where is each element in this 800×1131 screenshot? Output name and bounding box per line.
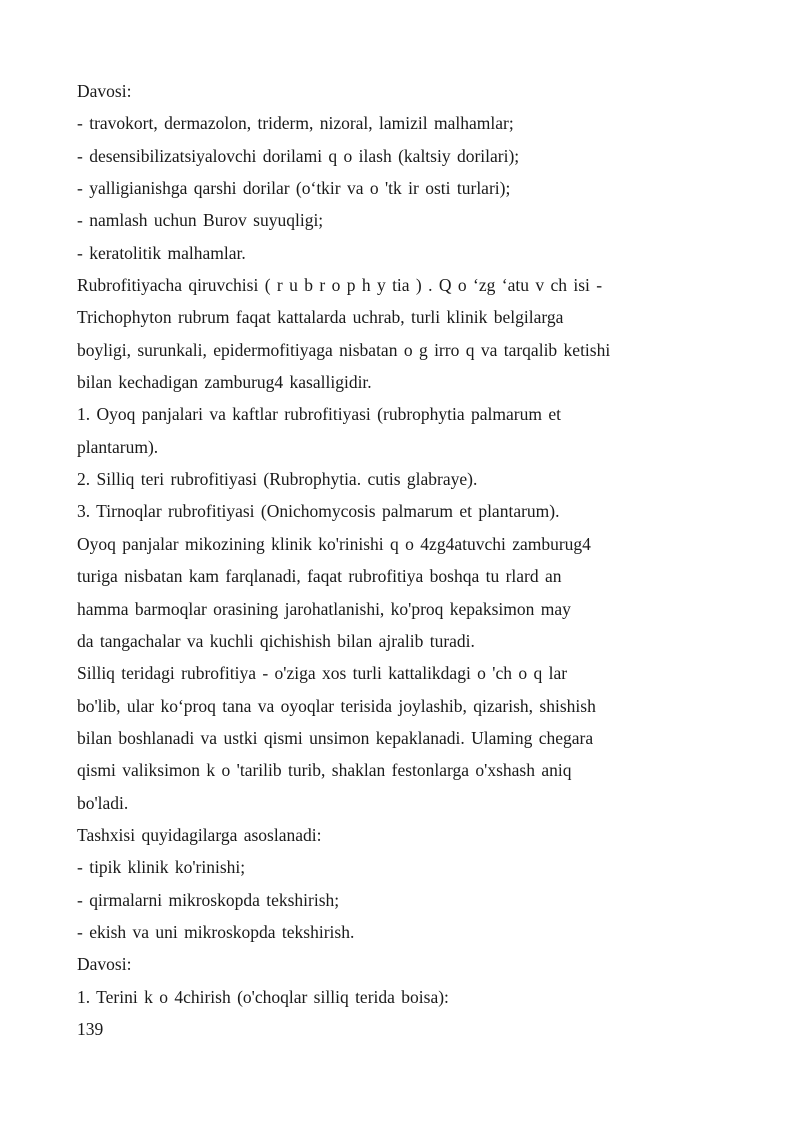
numbered-item: 2. Silliq teri rubrofitiyasi (Rubrophytia. cutis glabraye). [77,469,478,490]
heading-tashxisi: Tashxisi quyidagilarga asoslanadi: [77,824,322,845]
list-item: - ekish va uni mikroskopda tekshirish. [77,921,355,942]
numbered-item: plantarum). [77,436,159,457]
paragraph-line: qismi valiksimon k o 'tarilib turib, shaklan festonlarga o'xshash aniq [77,760,572,781]
paragraph-line: bo'lib, ular ko‘proq tana va oyoqlar terisida joylashib, qizarish, shishish [77,695,596,716]
numbered-item: 1. Terini k o 4chirish (o'choqlar silliq terida boisa): [77,986,449,1007]
paragraph-line: hamma barmoqlar orasining jarohatlanishi, ko'proq kepaksimon may [77,598,571,619]
page-text [77,75,657,1045]
list-item: - tipik klinik ko'rinishi; [77,857,246,878]
list-item: - qirmalarni mikroskopda tekshirish; [77,889,340,910]
list-item: - desensibilizatsiyalovchi dorilami q o ilash (kaltsiy dorilari); [77,145,520,166]
paragraph-line: Trichophyton rubrum faqat kattalarda uchrab, turli klinik belgilarga [77,307,564,328]
list-item: - yalligianishga qarshi dorilar (o‘tkir va o 'tk ir osti turlari); [77,178,511,199]
heading-davosi: Davosi: [77,81,132,101]
list-item: - keratolitik malhamlar. [77,242,246,263]
paragraph-line: bo'ladi. [77,792,129,813]
paragraph-line: da tangachalar va kuchli qichishish bilan ajralib turadi. [77,630,475,651]
paragraph-line: boyligi, surunkali, epidermofitiyaga nisbatan o g irro q va tarqalib ketishi [77,339,611,360]
numbered-item: 1. Oyoq panjalari va kaftlar rubrofitiyasi (rubrophytia palmarum et [77,404,561,425]
list-item: - namlash uchun Burov suyuqligi; [77,210,324,231]
heading-davosi: Davosi: [77,954,132,975]
list-item: - travokort, dermazolon, triderm, nizoral, lamizil malhamlar; [77,113,514,134]
paragraph-line: turiga nisbatan kam farqlanadi, faqat rubrofitiya boshqa tu rlard an [77,566,562,587]
page-number: 139 [77,1018,104,1039]
paragraph-line: bilan kechadigan zamburug4 kasalligidir. [77,372,372,393]
numbered-item: 3. Tirnoqlar rubrofitiyasi (Onichomycosis palmarum et plantarum). [77,501,560,522]
paragraph-line: Silliq teridagi rubrofitiya - o'ziga xos turli kattalikdagi o 'ch o q lar [77,663,568,684]
paragraph-line: bilan boshlanadi va ustki qismi unsimon kepaklanadi. Ulaming chegara [77,727,594,748]
paragraph-line: Rubrofitiyacha qiruvchisi ( r u b r o p h y tia ) . Q o ‘zg ‘atu v ch isi - [77,275,603,296]
paragraph-line: Oyoq panjalar mikozining klinik ko'rinishi q o 4zg4atuvchi zamburug4 [77,533,591,554]
